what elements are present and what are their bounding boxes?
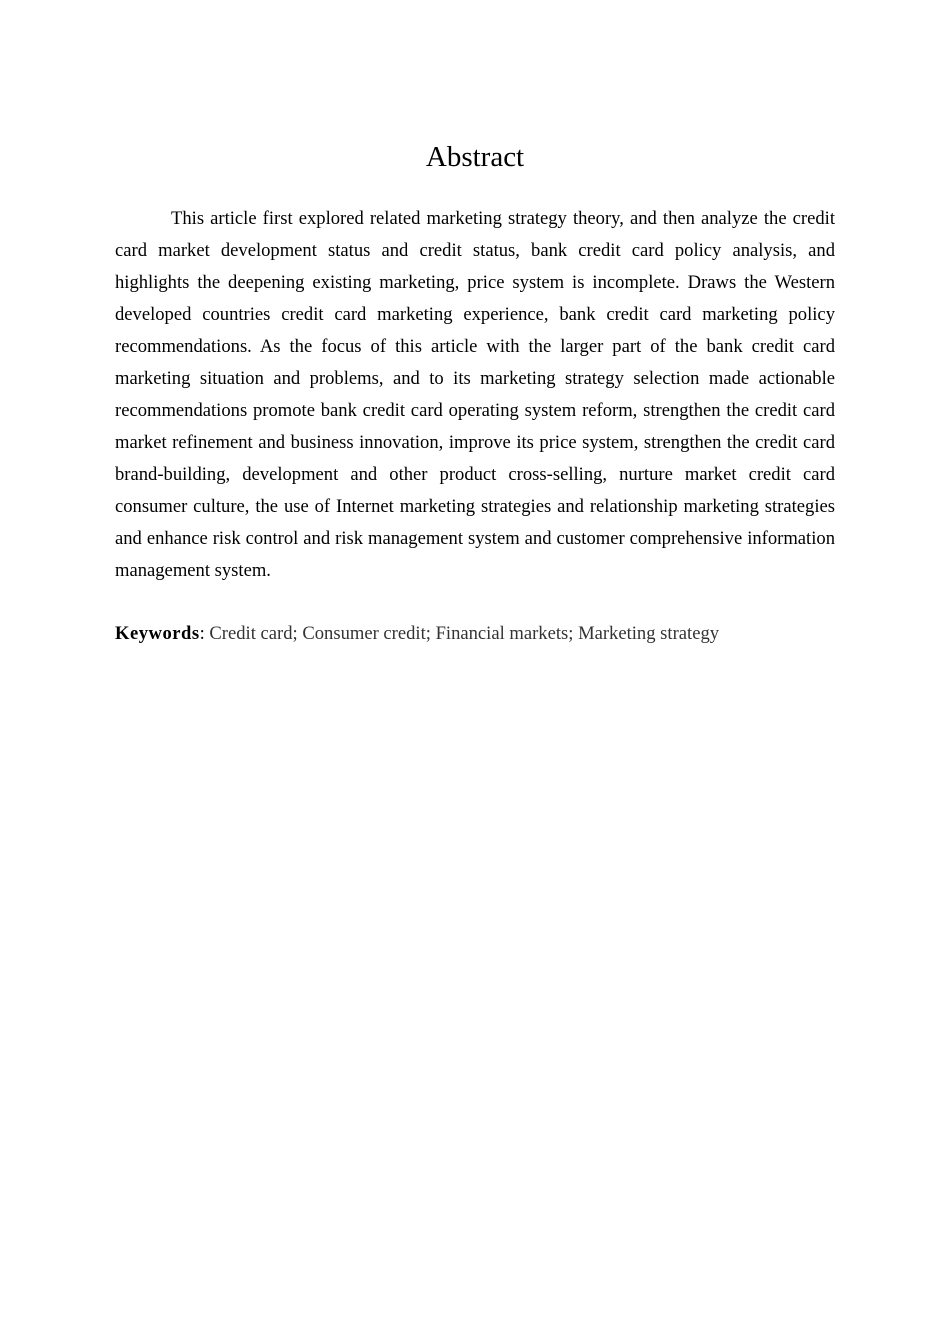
keywords-values: Credit card; Consumer credit; Financial markets; Marketing strategy	[209, 623, 720, 644]
abstract-title: Abstract	[425, 141, 525, 173]
keywords-line	[115, 618, 835, 650]
keywords-separator: :	[199, 623, 210, 644]
abstract-body: This article first explored related marketing strategy theory, and then analyze the credit card market development status and credit status, bank credit card policy analysis, and highlights the deepening existing marketing, price system is incomplete. Draws the Western developed countries credit card marketing experience, bank credit card marketing policy recommendations. As the focus of this article with the larger part of the bank credit card marketing situation and problems, and to its marketing strategy selection made actionable recommendations promote bank credit card operating system reform, strengthen the credit card market refinement and business innovation, improve its price system, strengthen the credit card brand-building, development and other product cross-selling, nurture market credit card consumer culture, the use of Internet marketing strategies and relationship marketing strategies and enhance risk control and risk management system and customer comprehensive information management system.	[115, 208, 835, 581]
keywords-label: Keywords	[115, 623, 200, 644]
